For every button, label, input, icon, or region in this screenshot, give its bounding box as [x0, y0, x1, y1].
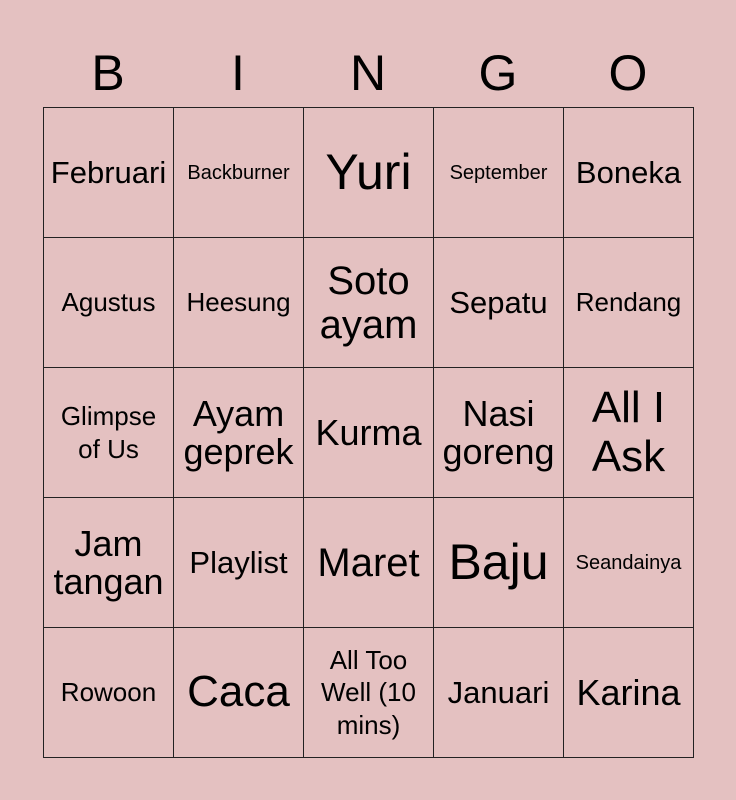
bingo-cell[interactable]: Seandainya — [564, 498, 694, 628]
bingo-cell[interactable]: Kurma — [304, 368, 434, 498]
bingo-cell[interactable]: Baju — [434, 498, 564, 628]
header-letter-g: G — [478, 45, 518, 101]
bingo-cell[interactable]: Ayam geprek — [174, 368, 304, 498]
header-letter-b: B — [91, 45, 125, 101]
bingo-cell[interactable]: Jam tangan — [44, 498, 174, 628]
bingo-cell[interactable]: Glimpse of Us — [44, 368, 174, 498]
bingo-cell[interactable]: Backburner — [174, 108, 304, 238]
bingo-cell[interactable]: Caca — [174, 628, 304, 758]
bingo-cell[interactable]: All Too Well (10 mins) — [304, 628, 434, 758]
bingo-board — [43, 107, 694, 758]
bingo-cell[interactable]: Playlist — [174, 498, 304, 628]
bingo-cell[interactable]: Heesung — [174, 238, 304, 368]
bingo-cell[interactable]: Rowoon — [44, 628, 174, 758]
bingo-cell[interactable]: Soto ayam — [304, 238, 434, 368]
bingo-cell[interactable]: Sepatu — [434, 238, 564, 368]
bingo-cell[interactable]: Karina — [564, 628, 694, 758]
header-letter-o: O — [608, 45, 648, 101]
bingo-cell[interactable]: Agustus — [44, 238, 174, 368]
header-letter-i: I — [231, 45, 245, 101]
bingo-cell[interactable]: Februari — [44, 108, 174, 238]
bingo-cell[interactable]: Rendang — [564, 238, 694, 368]
bingo-cell[interactable]: All I Ask — [564, 368, 694, 498]
bingo-cell[interactable]: Januari — [434, 628, 564, 758]
bingo-cell[interactable]: Boneka — [564, 108, 694, 238]
header-letter-n: N — [349, 45, 387, 101]
bingo-cell[interactable]: September — [434, 108, 564, 238]
bingo-cell[interactable]: Nasi goreng — [434, 368, 564, 498]
bingo-header — [43, 40, 693, 106]
bingo-cell[interactable]: Yuri — [304, 108, 434, 238]
bingo-cell[interactable]: Maret — [304, 498, 434, 628]
